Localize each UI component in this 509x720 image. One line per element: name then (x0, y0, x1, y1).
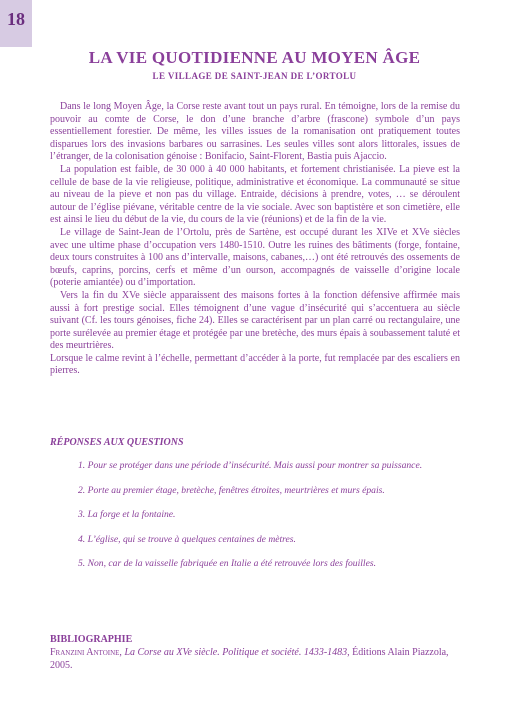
paragraph-3: Le village de Saint-Jean de l’Ortolu, près de Sartène, est occupé durant les XIVe et XVe siècles avec une ultime phase d’occupation vers 1480-1510. Outre les ruines des bâtiments (forge, fontaine, deux tours construites à 100 ans d’intervalle, maisons, cabanes,…) ont été retrouvés des ossements de bœufs, caprins, porcins, cerfs et même d’un ourson, accompagnés de vaisselle d’origine locale (poterie amiantée) ou d’importation. (50, 226, 460, 289)
paragraph-1: Dans le long Moyen Âge, la Corse reste avant tout un pays rural. En témoigne, lors de la remise du pouvoir au comte de Corse, le don d’une branche d’arbre (frascone) symbole d’un pays essentiellement forestier. De même, les villes issues de la romanisation ont pratiquement toutes disparues lors des invasions barbares ou sarrasines. Les seules villes sont alors littorales, issues de l’étranger, de la colonisation génoise : Bonifacio, Saint-Florent, Bastia puis Ajaccio. (50, 101, 460, 163)
answer-5: 5. Non, car de la vaisselle fabriquée en Italie a été retrouvée lors des fouilles. (78, 558, 376, 569)
answers-heading: RÉPONSES AUX QUESTIONS (50, 437, 184, 448)
paragraph-4: Vers la fin du XVe siècle apparaissent des maisons fortes à la fonction défensive affirmée mais aussi à fort prestige social. Elles témoignent d’une vague d’insécurité qui s’accentuera au siècle suivant (Cf. les tours génoises, fiche 24). Elles se caractérisent par un plan carré ou rectangulaire, une porte surélevée au premier étage et protégée par une bretèche, des murs épais à soubassement taluté et des meurtrières. (50, 289, 460, 352)
answer-4: 4. L’église, qui se trouve à quelques centaines de mètres. (78, 533, 296, 545)
answer-2: 2. Porte au premier étage, bretèche, fenêtres étroites, meurtrières et murs épais. (78, 484, 385, 496)
bibliography-book-title: La Corse au XVe siècle. Politique et société. 1433-1483, (124, 647, 350, 658)
bibliography-entry (50, 647, 450, 672)
page-title: LA VIE QUOTIDIENNE AU MOYEN ÂGE (88, 48, 421, 67)
paragraph-5: Lorsque le calme revint à l’échelle, permettant d’accéder à la porte, fut remplacée par des escaliers en pierres. (50, 352, 460, 377)
page-number: 18 (0, 0, 32, 47)
answers-list (78, 460, 468, 583)
answer-3: 3. La forge et la fontaine. (78, 509, 176, 520)
bibliography-heading: BIBLIOGRAPHIE (50, 634, 133, 645)
bibliography-publisher: Éditions Alain Piazzola, 2005. (50, 647, 449, 671)
main-text (50, 101, 460, 378)
page-subtitle: LE VILLAGE DE SAINT-JEAN DE L’ORTOLU (152, 71, 357, 81)
answer-1: 1. Pour se protéger dans une période d’insécurité. Mais aussi pour montrer sa puissance. (78, 460, 423, 471)
bibliography-author: Franzini Antoine, (50, 647, 122, 658)
paragraph-2: La population est faible, de 30 000 à 40 000 habitants, et fortement christianisée. La pieve est la cellule de base de la vie religieuse, politique, administrative et économique. La communauté se situe au niveau de la pieve et non pas du village. Entraide, décisions à prendre, votes, … se déroulent autour de l’église piévane, véritable centre de la vie sociale. Avec son baptistère et son cimetière, elle est ainsi le lieu du début de la vie, du cours de la vie (réunions) et de la fin de la vie. (50, 163, 460, 226)
